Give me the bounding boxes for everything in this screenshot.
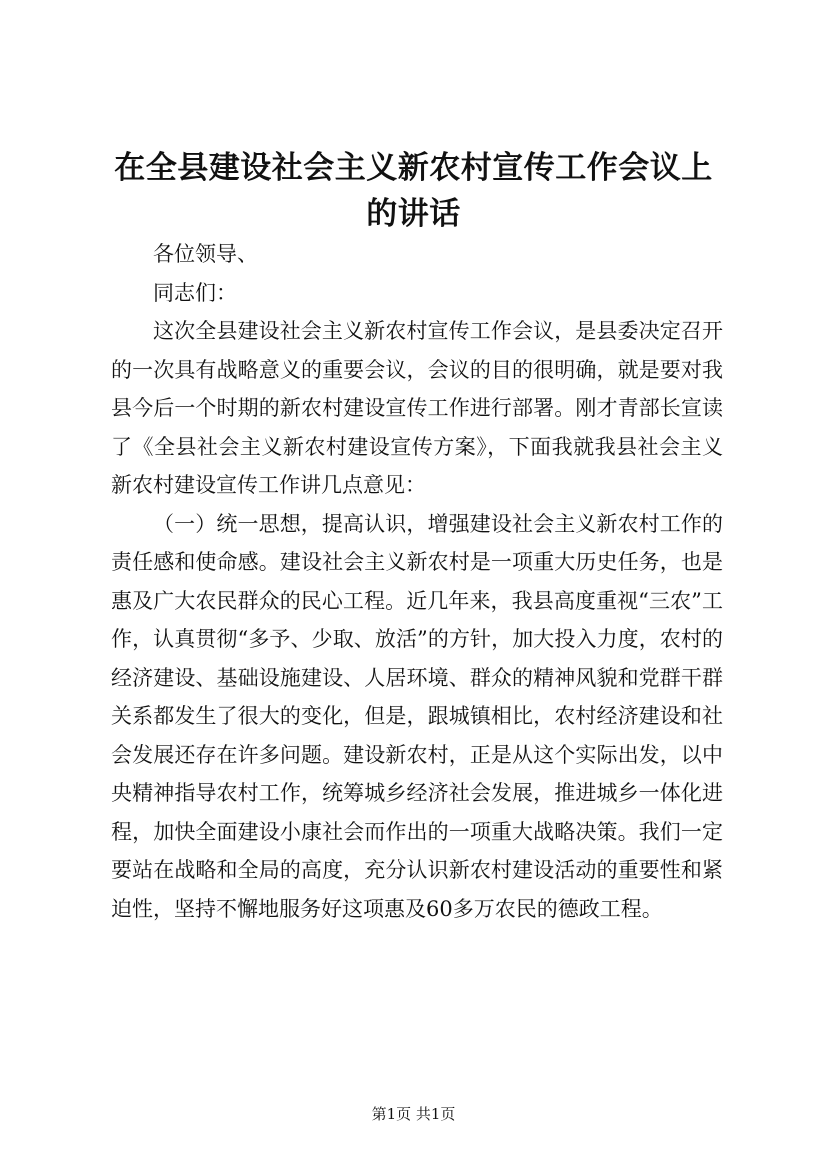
salutation-leaders: 各位领导、 bbox=[153, 242, 258, 266]
salutation-comrades: 同志们： bbox=[153, 280, 237, 305]
document-body bbox=[111, 235, 723, 928]
page-footer: 第1页 共1页 bbox=[371, 1105, 456, 1123]
document-title: 在全县建设社会主义新农村宣传工作会议上的讲话 bbox=[114, 150, 713, 232]
paragraph-intro: 这次全县建设社会主义新农村宣传工作会议，是县委决定召开的一次具有战略意义的重要会议，会议的目的很明确，就是要对我县今后一个时期的新农村建设宣传工作进行部署。刚才青部长宣读了《全县社会主义新农村建设宣传方案》，下面我就我县社会主义新农村建设宣传工作讲几点意见： bbox=[111, 319, 723, 497]
paragraph-section-one: （一）统一思想，提高认识，增强建设社会主义新农村工作的责任感和使命感。建设社会主义新农村是一项重大历史任务，也是惠及广大农民群众的民心工程。近几年来，我县高度重视“三农”工作，认真贯彻“多予、少取、放活”的方针，加大投入力度，农村的经济建设、基础设施建设、人居环境、群众的精神风貌和党群干群关系都发生了很大的变化，但是，跟城镇相比，农村经济建设和社会发展还存在许多问题。建设新农村，正是从这个实际出发，以中央精神指导农村工作，统筹城乡经济社会发展，推进城乡一体化进程，加快全面建设小康社会而作出的一项重大战略决策。我们一定要站在战略和全局的高度，充分认识新农村建设活动的重要性和紧迫性，坚持不懈地服务好这项惠及60多万农民的德政工程。 bbox=[111, 511, 723, 921]
